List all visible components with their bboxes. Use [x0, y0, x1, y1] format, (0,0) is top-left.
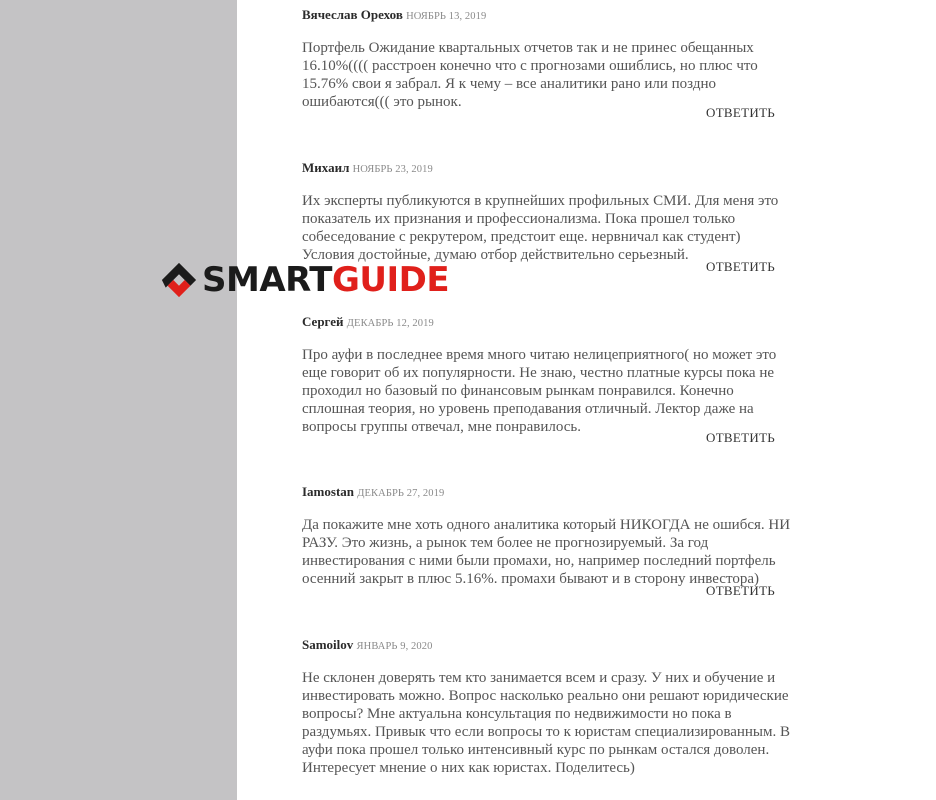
comment-date: ДЕКАБРЬ 12, 2019	[346, 318, 434, 329]
reply-button[interactable]: ОТВЕТИТЬ	[706, 583, 776, 598]
comment-author: Михаил	[302, 160, 350, 175]
comment-meta	[302, 637, 802, 655]
comment	[302, 637, 802, 777]
comment	[302, 160, 802, 264]
logo-text-smart: SMART	[202, 260, 332, 300]
comment-text: Не склонен доверять тем кто занимается всем и сразу. У них и обучение и инвестировать можно. Вопрос насколько реально они решают юридические вопросы? Мне актуальна консультация по недвижимости но пока в раздумьях. Привык что если вопросы то к юристам специализированным. В ауфи пока прошел только интенсивный курс по рынкам остался доволен. Интересует мнение о них как юристах. Поделитесь)	[302, 670, 791, 776]
comment-body	[302, 346, 794, 436]
comment	[302, 7, 802, 111]
comment-body	[302, 192, 794, 264]
comment-text: Их эксперты публикуются в крупнейших профильных СМИ. Для меня это показатель их признания и профессионализма. Пока прошел только собеседование с рекрутером, предстоит еще. нервничал как студент) Условия достойные, думаю отбор действительно серьезный.	[302, 193, 779, 263]
comment-body	[302, 39, 794, 111]
reply-button[interactable]: ОТВЕТИТЬ	[706, 105, 776, 120]
comment-meta	[302, 7, 802, 25]
comment	[302, 314, 802, 436]
comment-date: НОЯБРЬ 13, 2019	[406, 11, 487, 22]
smartguide-logo	[160, 260, 449, 300]
logo-text-guide: GUIDE	[331, 260, 450, 300]
comment-author: Iamostan	[302, 484, 355, 499]
logo-diamond-icon	[160, 261, 198, 299]
comment-author: Сергей	[302, 314, 344, 329]
left-gray-panel	[0, 0, 237, 800]
comment-body	[302, 516, 794, 588]
reply-button[interactable]: ОТВЕТИТЬ	[706, 430, 776, 445]
comment-date: ДЕКАБРЬ 27, 2019	[357, 488, 445, 499]
comment-author: Samoilov	[302, 637, 354, 652]
comment-meta	[302, 160, 802, 178]
comment-body	[302, 669, 794, 777]
comment-meta	[302, 484, 802, 502]
comment-date: ЯНВАРЬ 9, 2020	[356, 641, 433, 652]
reply-button[interactable]: ОТВЕТИТЬ	[706, 259, 776, 274]
comment-text: Да покажите мне хоть одного аналитика который НИКОГДА не ошибся. НИ РАЗУ. Это жизнь, а рынок тем более не прогнозируемый. За год инвестирования с ними были промахи, но, например последний портфель осенний закрыт в плюс 5.16%. промахи бывают и в сторону инвестора)	[302, 517, 791, 587]
comment-date: НОЯБРЬ 23, 2019	[352, 164, 433, 175]
comment-text: Про ауфи в последнее время много читаю нелицеприятного( но может это еще говорит об их популярности. Не знаю, честно платные курсы пока не проходил но базовый по финансовым рынкам понравился. Конечно сплошная теория, но уровень преподавания отличный. Лектор даже на вопросы группы отвечал, мне понравилось.	[302, 347, 777, 435]
logo-wordmark	[202, 260, 449, 300]
comment-text: Портфель Ожидание квартальных отчетов так и не принес обещанных 16.10%(((( расстроен конечно что с прогнозами ошиблись, но плюс что 15.76% свои я забрал. Я к чему – все аналитики рано или поздно ошибаются((( это рынок.	[302, 40, 758, 110]
comment-meta	[302, 314, 802, 332]
comment-author: Вячеслав Орехов	[302, 7, 403, 22]
comment	[302, 484, 802, 588]
